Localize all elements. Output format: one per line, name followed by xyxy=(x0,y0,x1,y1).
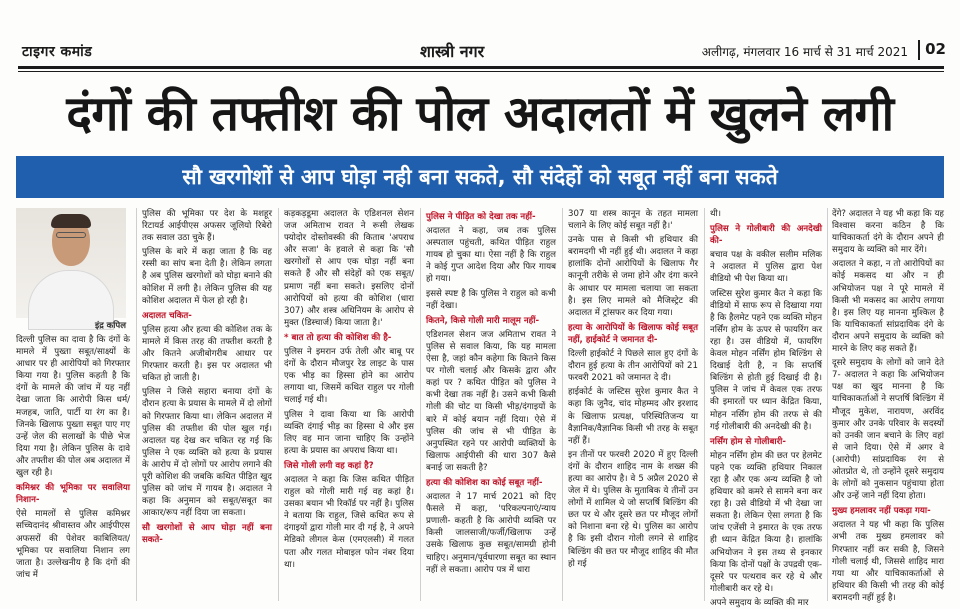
article-column-5 xyxy=(568,208,698,601)
city-name: शास्त्री नगर xyxy=(420,42,485,61)
paragraph: दिल्ली हाईकोर्ट ने पिछले साल हुए दंगों के दौरान हुई हत्या के तीन आरोपियों को 21 फरवरी 2021 को जमानत दे दी। xyxy=(568,349,698,384)
paragraph: मोहन नर्सिंग होम की छत पर हेलमेट पहने एक व्यक्ति हथियार निकाल रहा है और एक अन्य व्यक्ति है जो हथियार को कमरे से सामने बना कर रहा है। उसे वीडियो में भी देखा जा सकता है। लेकिन ऐसा लगता है कि जांच एजेंसी ने इमारत के एक तरफ ही ध्यान केंद्रित किया है। हालांकि अभियोजन ने इस तथ्य से इनकार किया कि दोनों पक्षों के उपद्रवी एक-दूसरे पर पत्थराव कर रहे थे और गोलीबारी कर रहे थे। xyxy=(710,450,822,594)
column-divider xyxy=(136,208,137,601)
section-subheading: कितने, किसे गोली मारी मालूम नहीं- xyxy=(426,315,540,326)
article-column-1 xyxy=(16,208,130,601)
paragraph: हाईकोर्ट के जस्टिस सुरेश कुमार कैत ने कहा कि जुनैद, चांद मोहम्मद और इरशाद के खिलाफ प्रत्यक्ष, परिस्थितिजन्य या वैज्ञानिक/वैज्ञानिक किसी भी तरह के सबूत नहीं हैं। xyxy=(568,387,698,446)
section-subheading: नर्सिंग होम से गोलीबारी- xyxy=(710,436,786,447)
section-subheading: जिसे गोली लगी वह कहां है? xyxy=(284,460,374,471)
paragraph: देंगे? अदालत ने यह भी कहा कि यह विश्वास करना कठिन है कि याचिकाकर्ता दंगे के दौरान अपने ही समुदाय के व्यक्ति को मार देंगे। xyxy=(832,209,944,256)
article-column-4 xyxy=(426,208,556,601)
paragraph: पुलिस की भूमिका पर देश के मशहूर रिटायर्ड आईपीएस अफसर जूलियो रिबेरो तक सवाल उठा चुके हैं। xyxy=(142,209,272,244)
paragraph: पुलिस हत्या और हत्या की कोशिश तक के मामले में किस तरह की तफ्तीश करती है और कितने अजीबोगरीब आधार पर गिरफ्तार करती है। इस पर अदालत भी चकित हो जाती है। xyxy=(142,324,272,384)
section-subheading: सौ खरगोशों से आप घोड़ा नहीं बना सकते- xyxy=(142,523,272,546)
masthead-rule xyxy=(18,66,944,69)
section-subheading: कमिश्नर की भूमिका पर सवालिया निशान- xyxy=(16,483,130,506)
photo-caption: इंद्र कपिल xyxy=(95,321,126,331)
column-divider xyxy=(420,208,421,601)
paragraph: पुलिस ने इमरान उर्फ तेली और बाबू पर दंगों के दौरान मौजपुर रेड लाइट के पास एक भीड़ का हिस्सा होने का आरोप लगाया था, जिसमें कथित राहुल पर गोली चलाई गई थी। xyxy=(284,347,414,406)
masthead xyxy=(0,0,960,70)
article-column-3 xyxy=(284,208,414,601)
section-subheading: मुख्य हमलावर नहीं पकड़ा गया- xyxy=(832,506,931,517)
paragraph: दिल्ली पुलिस का दावा है कि दंगों के मामले में पुख्ता सबूत/साक्ष्यों के आधार पर ही आरोपियों को गिरफ्तार किया गया है। पुलिस कहती है कि दंगों के मामले की जांच में यह नहीं देखा जाता कि आरोपी किस धर्म/मजहब, जाति, पार्टी या रंग का है। जिनके खिलाफ पुख्ता सबूत पाए गए उन्हें जेल की सलाखों के पीछे भेज दिया गया है। लेकिन पुलिस के दावे और तफ्तीश की पोल अब अदालत में खुल रही है। xyxy=(16,335,130,479)
paragraph: ऐसे मामलों से पुलिस कमिश्नर सच्चिदानंद श्रीवास्तव और आईपीएस अफसरों की पेशेवर काबिलियत/भूमिका पर सवालिया निशान लग जाता है। उल्लेखनीय है कि दंगों की जांच में xyxy=(16,509,130,580)
paragraph: एडिशनल सेशन जज अमिताभ रावत ने पुलिस से सवाल किया, कि यह मामला ऐसा है, जहां कौन कहेगा कि कितने किस पर गोली चलाई और किसके द्वारा और कहां पर ? कथित पीड़ित को पुलिस ने कभी देखा तक नहीं है। उसने कभी किसी गोली की चोट या किसी भीड़/दंगाइयों के बारे में कोई बयान नहीं दिया। ऐसे में पुलिस की जांच से भी पीड़ित के अनुपस्थित रहने पर आरोपी व्यक्तियों के खिलाफ आईपीसी की धारा 307 कैसे बनाई जा सकती है? xyxy=(426,329,556,473)
paragraph: थी। xyxy=(710,209,721,219)
paragraph: दूसरे समुदाय के लोगों को जाने देते 7- अदालत ने कहा कि अभियोजन पक्ष का खुद मानना है कि याचिकाकर्ताओं ने सप्तर्षि बिल्डिंग में मौजूद मुकेश, नारायण, अरविंद कुमार और उनके परिवार के सदस्यों को उनकी जान बचाने के लिए वहां से जाने दिया। ऐसे में अगर वे (आरोपी) सांप्रदायिक रंग से ओतप्रोत थे, तो उन्होंने दूसरे समुदाय के लोगों को नुकसान पहुंचाया होता और उन्हें जाने नहीं दिया होता। xyxy=(832,358,944,502)
dateline: अलीगढ़, मंगलवार 16 मार्च से 31 मार्च 2021 xyxy=(701,45,908,59)
section-subheading: पुलिस ने गोलीबारी की अनदेखी की- xyxy=(710,224,822,247)
paragraph: पुलिस के बारे में कहा जाता है कि वह रस्सी का सांप बना देती है। लेकिन लगता है अब पुलिस खरगोशों को घोड़ा बनाने की कोशिश में लगी है। लेकिन पुलिस की यह कोशिश अदालत में फेल हो रही है। xyxy=(142,247,272,306)
paragraph: 307 या शस्त्र कानून के तहत मामला चलाने के लिए कोई सबूत नहीं है।' xyxy=(568,209,698,232)
paragraph: अदालत ने 17 मार्च 2021 को दिए फैसले में कहा, 'परिकल्पनाएं/न्याय प्रणाली- कहती है कि आरोपी व्यक्ति पर किसी जालसाजी/फर्जी/खिलाफ उन्हें उसके खिलाफ कुछ सबूत/सामग्री होनी चाहिए। अनुमान/पूर्वधारणा सबूत का स्थान नहीं ले सकता। आरोप पत्र में धारा xyxy=(426,492,556,575)
article-column-2 xyxy=(142,208,272,601)
paragraph: अदालत ने यह भी कहा कि पुलिस अभी तक मुख्य हमलावर को गिरफ्तार नहीं कर सकी है, जिसने गोली चलाई थी, जिससे शाहिद मारा गया था और याचिकाकर्ताओं से हथियार की किसी भी तरह की कोई बरामदगी नहीं हुई है। xyxy=(832,520,944,603)
author-photo xyxy=(16,208,126,318)
paragraph: इससे स्पष्ट है कि पुलिस ने राहुल को कभी नहीं देखा। xyxy=(426,288,556,311)
headline: दंगों की तफ्तीश की पोल अदालतों में खुलने लगी xyxy=(66,86,894,142)
column-divider xyxy=(827,208,828,601)
section-subheading: हत्या के आरोपियों के खिलाफ कोई सबूत नहीं, हाईकोर्ट ने जमानत दी- xyxy=(568,322,698,345)
paragraph: पुलिस ने जिसे सहारा बनाया दंगों के दौरान हत्या के प्रयास के मामले में दो लोगों को गिरफ्तार किया था। लेकिन अदालत में पुलिस की तफ्तीश की पोल खुल गई। अदालत यह देख कर चकित रह गई कि पुलिस ने एक व्यक्ति को हत्या के प्रयास के आरोप में दो लोगों पर आरोप लगाने की पूरी कोशिश की जबकि कथित पीड़ित खुद पुलिस को जांच में गायब है। अदालत ने कहा कि अनुमान को सबूत/सबूत का आकार/रूप नहीं दिया जा सकता। xyxy=(142,387,272,519)
dateline-separator xyxy=(918,40,920,60)
section-subheading: पुलिस ने पीड़ित को देखा तक नहीं- xyxy=(426,212,536,222)
article-body xyxy=(16,208,944,608)
section-subheading: अदालत चकित- xyxy=(142,310,192,321)
section-name: टाइगर कमांड xyxy=(22,44,93,60)
article-column-6 xyxy=(710,208,822,608)
article-column-7 xyxy=(832,208,944,601)
paragraph: जस्टिस सुरेश कुमार कैत ने कहा कि वीडियो में साफ रूप से दिखाया गया है कि हैलमेट पहने एक व्यक्ति मोहन नर्सिंग होम के ऊपर से फायरिंग कर रहा है। उस वीडियो में, फायरिंग केवल मोहन नर्सिंग होम बिल्डिंग से दिखाई देती है, न कि सप्तर्षि बिल्डिंग से होती हुई दिखाई दी है। पुलिस ने जांच में केवल एक तरफ की इमारतों पर ध्यान केंद्रित किया, मोहन नर्सिंग होम की तरफ से की गई गोलीबारी की अनदेखी की है। xyxy=(710,288,822,432)
paragraph: अदालत ने कहा, जब तक पुलिस अस्पताल पहुंचती, कथित पीड़ित राहुल गायब हो चुका था। ऐसा नहीं है कि राहुल ने कोई गुप्त आदेश दिया और फिर गायब हो गया। xyxy=(426,226,556,285)
paragraph: बचाव पक्ष के वकील सलीम मलिक ने अदालत में पुलिस द्वारा पेश वीडियो भी पेश किया था। xyxy=(710,250,822,285)
column-divider xyxy=(562,208,563,601)
paragraph: अदालत ने कहा, न तो आरोपियों का कोई मकसद था और न ही अभियोजन पक्ष ने पूरे मामले में किसी भी मकसद का आरोप लगाया है। इस लिए यह मानना मुश्किल है कि याचिकाकर्ता सांप्रदायिक दंगे के दौरान अपने समुदाय के व्यक्ति को मारने के लिए कह सकते हैं। xyxy=(832,259,944,355)
paragraph: अदालत ने कहा कि जिस कथित पीड़ित राहुल को गोली मारी गई वह कहां है। उसका बयान भी रिकॉर्ड पर नहीं है। पुलिस ने बताया कि राहुल, जिसे कथित रूप से दंगाइयों द्वारा गोली मार दी गई है, ने अपने मेडिको लीगल केस (एमएलसी) में गलत पता और गलत मोबाइल फोन नंबर दिया था। xyxy=(284,474,414,570)
strap-subheadline: सौ खरगोशों से आप घोड़ा नही बना सकते, सौ संदेहों को सबूत नहीं बना सकते xyxy=(16,156,944,198)
paragraph: कड़कड़डूमा अदालत के एडिशनल सेशन जज अमिताभ रावत ने रूसी लेखक फ्योदोर दोस्तोवस्की की किताब 'अपराध और सजा' के हवाले से कहा कि 'सौ खरगोशों से आप एक घोड़ा नहीं बना सकते हैं और सौ संदेहों को एक सबूत/प्रमाण नहीं बना सकते। इसलिए दोनों आरोपियों को हत्या की कोशिश (धारा 307) और शस्त्र अधिनियम के आरोप से मुक्त (डिस्चार्ज) किया जाता है।' xyxy=(284,209,414,328)
masthead-rule-thin xyxy=(18,71,944,72)
paragraph: उनके पास से किसी भी हथियार की बरामदगी भी नहीं हुई थी। अदालत ने कहा हालांकि दोनों आरोपियों के खिलाफ गैर कानूनी तरीके से जमा होने और दंगा करने के आधार पर मामला चलाया जा सकता है। इस लिए मामले को मैजिस्ट्रेट की अदालत में ट्रांसफर कर दिया गया। xyxy=(568,235,698,318)
page-number: 02 xyxy=(925,40,946,58)
paragraph: अपने समुदाय के व्यक्ति की मार xyxy=(710,597,809,608)
section-subheading: हत्या की कोशिश का कोई सबूत नहीं- xyxy=(426,477,543,488)
paragraph: इन तीनों पर फरवरी 2020 में हुए दिल्ली दंगों के दौरान शाहिद नाम के शख्स की हत्या का आरोप है। वे 5 अप्रैल 2020 से जेल में थे। पुलिस के मुताबिक ये तीनों उन लोगों में शामिल थे जो सप्तर्षि बिल्डिंग की छत पर थे और दूसरे छत पर मौजूद लोगों को निशाना बना रहे थे। पुलिस का आरोप है कि इसी दौरान गोली लगने से शाहिद बिल्डिंग की छत पर मौजूद शाहिद की मौत हो गई xyxy=(568,449,698,569)
column-divider xyxy=(704,208,705,601)
section-subheading: * बात तो हत्या की कोशिश की है- xyxy=(284,332,392,343)
paragraph: पुलिस ने दावा किया था कि आरोपी व्यक्ति दंगाई भीड़ का हिस्सा थे और इस लिए वह मान जाना चाहिए कि उन्होंने हत्या के प्रयास का अपराध किया था। xyxy=(284,409,414,456)
column-divider xyxy=(278,208,279,601)
